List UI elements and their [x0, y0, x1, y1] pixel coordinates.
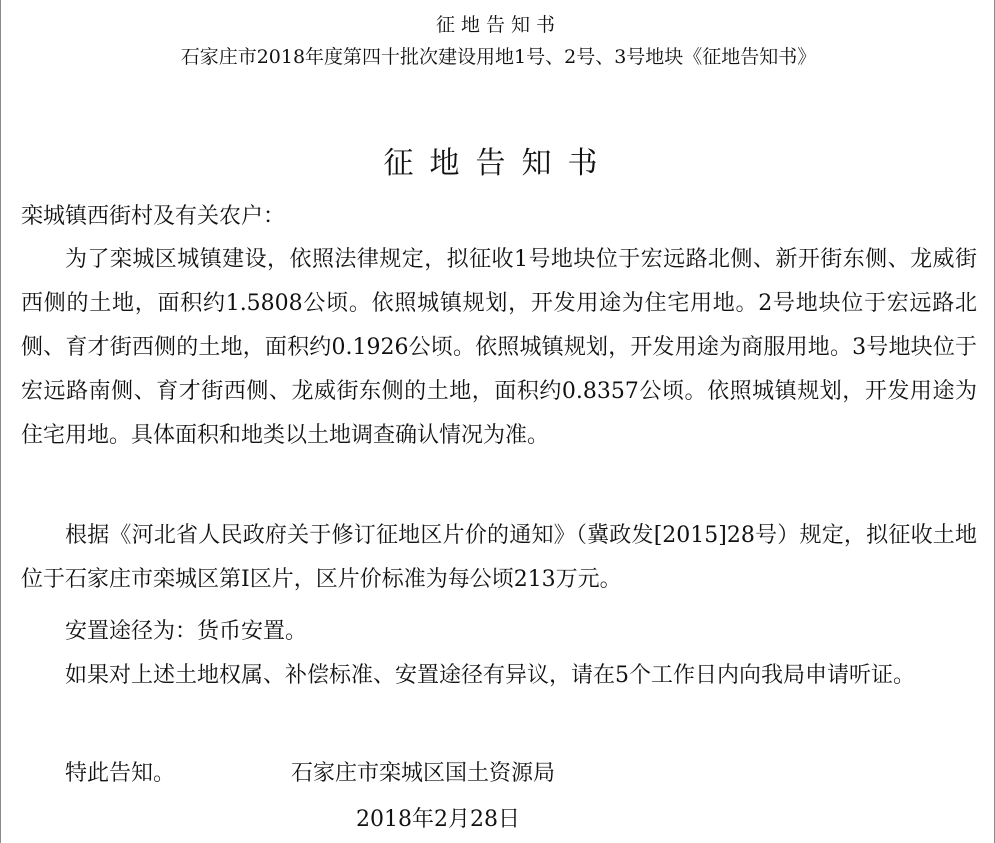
- paragraph-resettlement: 安置途径为：货币安置。: [65, 619, 308, 644]
- paragraph-hearing-right: 如果对上述土地权属、补偿标准、安置途径有异议，请在5个工作日内向我局申请听证。: [65, 663, 915, 688]
- paragraph-land-parcels: 为了栾城区城镇建设，依照法律规定，拟征收1号地块位于宏远路北侧、新开街东侧、龙威街西侧的土地，面积约1.5808公顷。依照城镇规划，开发用途为住宅用地。2号地块位于宏远路北侧、育才街西侧的土地，面积约0.1926公顷。依照城镇规划，开发用途为商服用地。3号地块位于宏远路南侧、育才街西侧、龙威街东侧的土地，面积约0.8357公顷。依照城镇规划，开发用途为住宅用地。具体面积和地类以土地调查确认情况为准。: [21, 247, 977, 448]
- notice-title: 征地告知书: [383, 146, 614, 181]
- header-subtitle: 石家庄市2018年度第四十批次建设用地1号、2号、3号地块《征地告知书》: [180, 46, 817, 68]
- paragraph-compensation-standard: 根据《河北省人民政府关于修订征地区片价的通知》（冀政发[2015]28号）规定，拟征收土地位于石家庄市栾城区第Ⅰ区片，区片价标准为每公顷213万元。: [21, 523, 977, 592]
- issuing-authority: 石家庄市栾城区国土资源局: [291, 761, 556, 786]
- closing-remark: 特此告知。: [65, 761, 176, 786]
- header-small-title: 征地告知书: [435, 14, 561, 36]
- issue-date: 2018年2月28日: [356, 807, 520, 832]
- addressee: 栾城镇西街村及有关农户：: [21, 204, 286, 229]
